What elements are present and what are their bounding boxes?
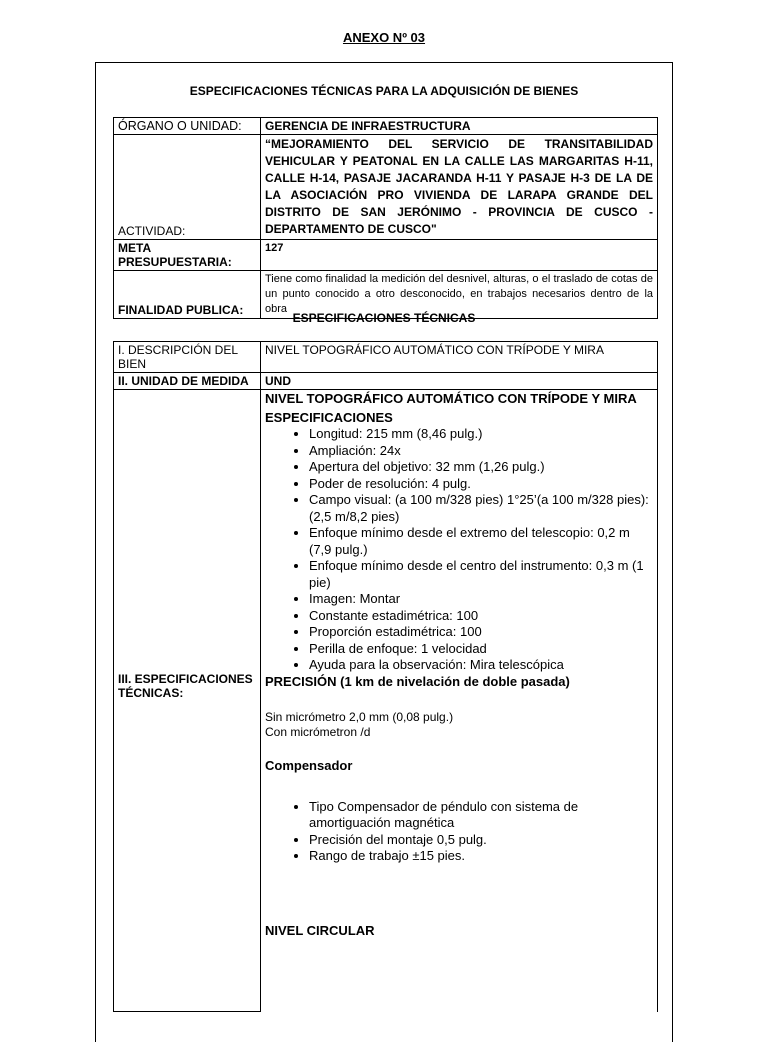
list-item: • Ayuda para la observación: Mira telescópica (309, 657, 653, 674)
unit-label: II. UNIDAD DE MEDIDA (114, 373, 261, 390)
meta-value: 127 (261, 240, 658, 271)
list-item: • Enfoque mínimo desde el centro del instrumento: 0,3 m (1 pie) (309, 558, 653, 591)
list-item: • Apertura del objetivo: 32 mm (1,26 pulg.) (309, 459, 653, 476)
annex-title: ANEXO Nº 03 (342, 30, 426, 45)
spec-row (114, 390, 658, 1012)
specs-list (265, 426, 653, 674)
info-table (113, 117, 658, 319)
list-item: • Ampliación: 24x (309, 443, 653, 460)
list-item: • Enfoque mínimo desde el extremo del telescopio: 0,2 m (7,9 pulg.) (309, 525, 653, 558)
compensador-list (265, 799, 653, 865)
list-item: • Campo visual: (a 100 m/328 pies) 1°25’(a 100 m/328 pies):(2,5 m/8,2 pies) (309, 492, 653, 525)
unit-row (114, 373, 658, 390)
desc-row (114, 342, 658, 373)
meta-label: META PRESUPUESTARIA: (114, 240, 261, 271)
list-item: • Precisión del montaje 0,5 pulg. (309, 832, 653, 849)
list-item: • Perilla de enfoque: 1 velocidad (309, 641, 653, 658)
compensador-title: Compensador (265, 758, 353, 773)
main-heading: ESPECIFICACIONES TÉCNICAS PARA LA ADQUISICIÓN DE BIENES (189, 84, 579, 98)
list-item: • Constante estadimétrica: 100 (309, 608, 653, 625)
list-item: • Tipo Compensador de péndulo con sistema de amortiguación magnética (309, 799, 653, 832)
organo-row (114, 118, 658, 135)
spec-table (113, 341, 658, 1012)
desc-label: I. DESCRIPCIÓN DEL BIEN (114, 342, 261, 373)
specs-title: ESPECIFICACIONES (265, 409, 393, 425)
spec-content (261, 390, 658, 1012)
unit-value: UND (261, 373, 658, 390)
spec-label: III. ESPECIFICACIONES TÉCNICAS: (114, 390, 261, 1012)
precision-title: PRECISIÓN (1 km de nivelación de doble pasada) (265, 673, 570, 689)
list-item: • Imagen: Montar (309, 591, 653, 608)
spec-heading: ESPECIFICACIONES TÉCNICAS (292, 311, 476, 325)
nivel-circular-title: NIVEL CIRCULAR (265, 922, 375, 938)
finalidad-label: FINALIDAD PUBLICA: (114, 271, 261, 319)
organo-label: ÓRGANO O UNIDAD: (114, 118, 261, 135)
precision-line-2: Con micrómetron /d (265, 725, 371, 739)
organo-value: GERENCIA DE INFRAESTRUCTURA (261, 118, 658, 135)
actividad-value: “MEJORAMIENTO DEL SERVICIO DE TRANSITABILIDAD VEHICULAR Y PEATONAL EN LA CALLE LAS MARGARITAS H-11, CALLE H-14, PASAJE JACARANDA H-11 Y PASAJE H-3 DE LA DE LA ASOCIACIÓN PRO VIVIENDA DE LARAPA GRANDE DEL DISTRITO DE SAN JERÓNIMO - PROVINCIA DE CUSCO - DEPARTAMENTO DE CUSCO" (261, 135, 658, 240)
list-item: • Proporción estadimétrica: 100 (309, 624, 653, 641)
actividad-label: ACTIVIDAD: (114, 135, 261, 240)
actividad-row (114, 135, 658, 240)
list-item: • Longitud: 215 mm (8,46 pulg.) (309, 426, 653, 443)
list-item: • Poder de resolución: 4 pulg. (309, 476, 653, 493)
product-title: NIVEL TOPOGRÁFICO AUTOMÁTICO CON TRÍPODE Y MIRA (265, 391, 637, 406)
precision-line-1: Sin micrómetro 2,0 mm (0,08 pulg.) (265, 710, 454, 724)
meta-row (114, 240, 658, 271)
list-item: • Rango de trabajo ±15 pies. (309, 848, 653, 865)
desc-value: NIVEL TOPOGRÁFICO AUTOMÁTICO CON TRÍPODE Y MIRA (261, 342, 658, 373)
finalidad-value: Tiene como finalidad la medición del desnivel, alturas, o el traslado de cotas de un punto conocido a otro desconocido, en trabajos necesarios dentro de la obra (261, 271, 658, 319)
